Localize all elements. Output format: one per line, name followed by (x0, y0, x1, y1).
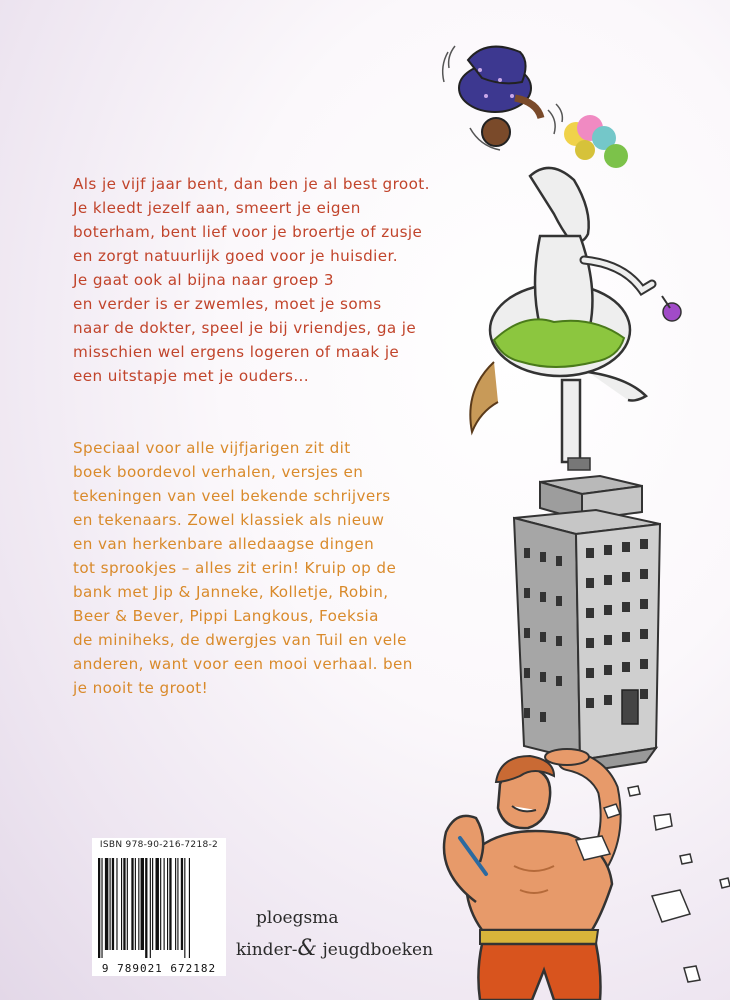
barcode-bar (131, 858, 133, 950)
barcode (92, 854, 226, 958)
strongman-illustration (444, 749, 612, 1000)
imprint-ampersand: & (297, 936, 318, 961)
blurb-line: Speciaal voor alle vijfjarigen zit dit (73, 439, 351, 457)
blurb-paragraph-1 (73, 172, 430, 388)
barcode-bar (141, 858, 144, 950)
barcode-bar (184, 858, 185, 958)
blurb-line: anderen, want voor een mooi verhaal. ben (73, 655, 413, 673)
blurb-line: bank met Jip & Janneke, Kolletje, Robin, (73, 583, 389, 601)
blurb-line: tot sprookjes – alles zit erin! Kruip op de (73, 559, 397, 577)
blurb-line: tekeningen van veel bekende schrijvers (73, 487, 391, 505)
publisher-name: ploegsma (256, 908, 339, 928)
acrobat-illustration (443, 46, 563, 150)
barcode-bar (116, 858, 117, 950)
barcode-bar (164, 858, 165, 950)
barcode-bar (150, 858, 151, 958)
imprint-part-2: jeugdboeken (322, 940, 434, 960)
feather-plume (564, 115, 628, 168)
blurb-line: naar de dokter, speel je bij vriendjes, ga je (73, 319, 417, 337)
barcode-bar (181, 858, 183, 950)
blurb-line: de miniheks, de dwergjes van Tuil en vele (73, 631, 407, 649)
blurb-paragraph-2 (73, 436, 413, 700)
barcode-bar (169, 858, 171, 950)
barcode-bar (112, 858, 114, 950)
blurb-line: Beer & Bever, Pippi Langkous, Foeksia (73, 607, 379, 625)
isbn-number: 9 789021 672182 (101, 962, 217, 975)
barcode-bar (123, 858, 125, 950)
barcode-bar (98, 858, 100, 958)
blurb-line: en van herkenbare alledaagse dingen (73, 535, 375, 553)
barcode-bar (101, 858, 102, 958)
barcode-bar (177, 858, 178, 950)
blurb-line: en zorgt natuurlijk goed voor je huisdier. (73, 247, 398, 265)
barcode-bar (105, 858, 108, 950)
barcode-bar (138, 858, 139, 950)
blurb-line: en tekenaars. Zowel klassiek als nieuw (73, 511, 385, 529)
isbn-label: ISBN 978-90-216-7218-2 (99, 840, 219, 850)
barcode-bar (160, 858, 161, 950)
barcode-bar (167, 858, 168, 950)
barcode-bar (110, 858, 111, 950)
blurb-line: een uitstapje met je ouders... (73, 367, 310, 385)
imprint-part-1: kinder- (236, 940, 298, 960)
horse-illustration (470, 168, 681, 470)
blurb-line: misschien wel ergens logeren of maak je (73, 343, 400, 361)
blurb-line: Als je vijf jaar bent, dan ben je al best groot. (73, 175, 430, 193)
publisher-logo (236, 908, 433, 961)
barcode-bar (189, 858, 190, 958)
blurb-line: je nooit te groot! (73, 679, 209, 697)
barcode-bar (175, 858, 176, 950)
blurb-line: Je gaat ook al bijna naar groep 3 (73, 271, 334, 289)
blurb-line: boek boordevol verhalen, versjes en (73, 463, 364, 481)
barcode-bar (127, 858, 128, 950)
barcode-bar (135, 858, 136, 950)
barcode-bar (145, 858, 147, 958)
blurb-line: boterham, bent lief voor je broertje of zusje (73, 223, 423, 241)
blurb-line: Je kleedt jezelf aan, smeert je eigen (73, 199, 361, 217)
barcode-bar (121, 858, 122, 950)
barcode-bar (156, 858, 159, 950)
blurb-line: en verder is er zwemles, moet je soms (73, 295, 382, 313)
building-illustration (514, 476, 660, 772)
publisher-imprint (236, 936, 433, 961)
barcode-bar (152, 858, 153, 950)
